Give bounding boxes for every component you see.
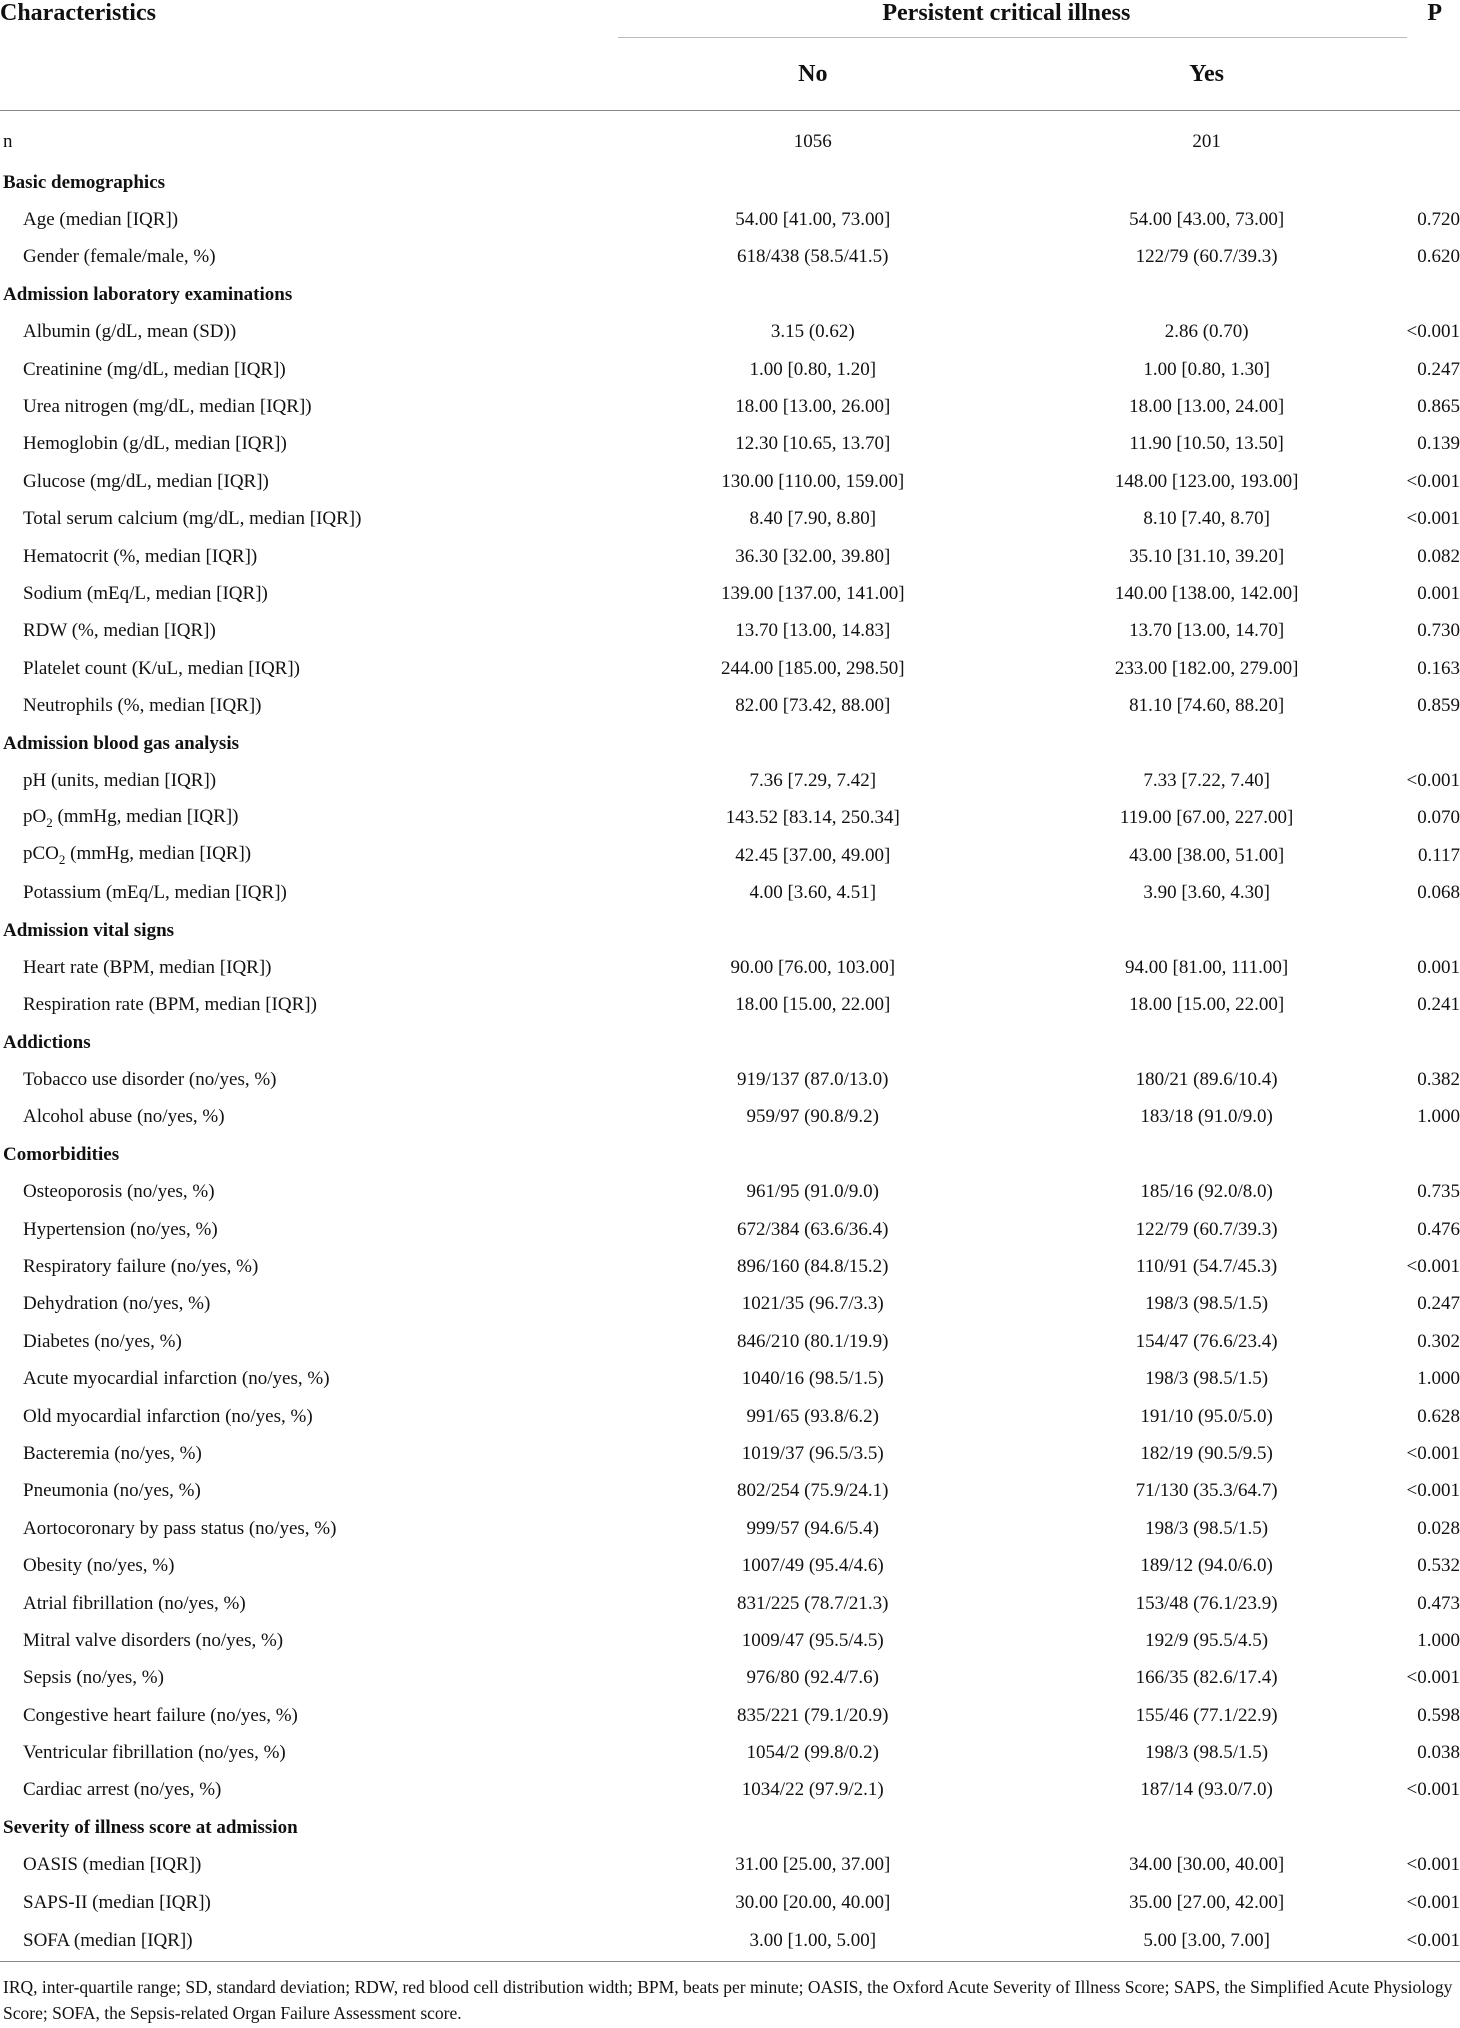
table-row xyxy=(0,1248,1460,1285)
row-label: Heart rate (BPM, median [IQR]) xyxy=(23,956,272,978)
table-footnote: IRQ, inter-quartile range; SD, standard deviation; RDW, red blood cell distribution width; BPM, beats per minute; OASIS, the Oxford Acute Severity of Illness Score; SAPS, the Simplified Acute Physiology Score; SOFA, the Sepsis-related Organ Failure Assessment score. xyxy=(3,1977,1453,2023)
row-label: Sepsis (no/yes, %) xyxy=(23,1667,164,1689)
table-row xyxy=(0,1660,1460,1697)
cell-yes: 233.00 [182.00, 279.00] xyxy=(1114,657,1299,679)
cell-p-value: 0.001 xyxy=(1417,956,1460,978)
cell-p-value: <0.001 xyxy=(1406,1779,1460,1801)
cell-yes: 110/91 (54.7/45.3) xyxy=(1136,1256,1278,1278)
cell-p-value: 0.382 xyxy=(1417,1069,1460,1091)
cell-yes: 34.00 [30.00, 40.00] xyxy=(1129,1854,1285,1876)
row-label: Acute myocardial infarction (no/yes, %) xyxy=(23,1368,330,1390)
section-header-row xyxy=(0,912,1460,949)
table-row xyxy=(0,1323,1460,1360)
cell-p-value: 0.247 xyxy=(1417,1293,1460,1315)
cell-no: 3.00 [1.00, 5.00] xyxy=(612,1921,1013,1962)
row-label: Pneumonia (no/yes, %) xyxy=(23,1480,201,1502)
cell-no: 1034/22 (97.9/2.1) xyxy=(741,1779,884,1801)
row-label: Albumin (g/dL, mean (SD)) xyxy=(23,321,237,343)
cell-yes: 18.00 [13.00, 24.00] xyxy=(1129,396,1285,418)
cell-p-value: 0.628 xyxy=(1417,1405,1460,1427)
cell-no: 1.00 [0.80, 1.20] xyxy=(749,358,877,380)
table-row xyxy=(0,650,1460,687)
column-header-characteristics: Characteristics xyxy=(0,0,156,26)
cell-p-value: 0.598 xyxy=(1417,1704,1460,1726)
cell-p-value: <0.001 xyxy=(1406,508,1460,530)
cell-no: 42.45 [37.00, 49.00] xyxy=(735,844,891,866)
cell-p-value: 0.620 xyxy=(1417,246,1460,268)
cell-no: 130.00 [110.00, 159.00] xyxy=(721,470,905,492)
row-label: pH (units, median [IQR]) xyxy=(23,769,217,791)
row-label: Sodium (mEq/L, median [IQR]) xyxy=(23,582,268,604)
table-row xyxy=(0,1398,1460,1435)
row-label: Neutrophils (%, median [IQR]) xyxy=(23,695,262,717)
cell-yes: 54.00 [43.00, 73.00] xyxy=(1129,209,1285,231)
cell-no: 1021/35 (96.7/3.3) xyxy=(741,1293,884,1315)
cell-no: 919/137 (87.0/13.0) xyxy=(737,1069,889,1091)
cell-no: 244.00 [185.00, 298.50] xyxy=(720,657,905,679)
cell-yes: 43.00 [38.00, 51.00] xyxy=(1129,844,1285,866)
cell-p-value: 0.859 xyxy=(1417,695,1460,717)
cell-no: 1040/16 (98.5/1.5) xyxy=(741,1368,884,1390)
row-label-subscript: 2 xyxy=(46,814,53,830)
cell-no: 999/57 (94.6/5.4) xyxy=(746,1517,880,1539)
cell-yes: 11.90 [10.50, 13.50] xyxy=(1129,433,1284,455)
cell-no: 54.00 [41.00, 73.00] xyxy=(735,209,891,231)
cell-p-value: <0.001 xyxy=(1406,1480,1460,1502)
cell-yes: 3.90 [3.60, 4.30] xyxy=(1143,882,1270,904)
cell-p-value: 0.028 xyxy=(1417,1517,1460,1539)
section-title: Admission laboratory examinations xyxy=(3,283,293,305)
column-header-p: P xyxy=(1427,0,1442,26)
cell-yes: 198/3 (98.5/1.5) xyxy=(1145,1293,1269,1315)
table-row xyxy=(0,201,1460,238)
table-subheader-row xyxy=(0,38,1460,111)
section-title: Admission blood gas analysis xyxy=(3,732,239,754)
table-row xyxy=(0,1884,1460,1921)
section-header-row xyxy=(0,1136,1460,1173)
cell-no: 959/97 (90.8/9.2) xyxy=(746,1106,880,1128)
table-row xyxy=(0,1772,1460,1809)
section-header-row xyxy=(0,164,1460,201)
column-header-no: No xyxy=(798,60,828,87)
cell-yes: 192/9 (95.5/4.5) xyxy=(1145,1629,1269,1651)
table-row xyxy=(0,1099,1460,1136)
cell-yes: 71/130 (35.3/64.7) xyxy=(1135,1480,1278,1502)
table-row xyxy=(0,1697,1460,1734)
row-label: Mitral valve disorders (no/yes, %) xyxy=(23,1629,284,1651)
row-label: Dehydration (no/yes, %) xyxy=(23,1293,211,1315)
cell-yes: 7.33 [7.22, 7.40] xyxy=(1143,769,1270,791)
row-label: Glucose (mg/dL, median [IQR]) xyxy=(23,470,269,492)
table-row xyxy=(0,1061,1460,1098)
row-label: Hematocrit (%, median [IQR]) xyxy=(23,545,258,567)
cell-yes: 148.00 [123.00, 193.00] xyxy=(1114,470,1299,492)
cell-yes: 140.00 [138.00, 142.00] xyxy=(1114,582,1299,604)
table-row xyxy=(0,575,1460,612)
cell-yes: 198/3 (98.5/1.5) xyxy=(1145,1368,1269,1390)
row-label: Respiration rate (BPM, median [IQR]) xyxy=(23,994,317,1016)
table-row xyxy=(0,351,1460,388)
row-label: Urea nitrogen (mg/dL, median [IQR]) xyxy=(23,396,312,418)
cell-no: 18.00 [15.00, 22.00] xyxy=(735,994,891,1016)
row-label: Hypertension (no/yes, %) xyxy=(23,1218,218,1240)
table-row xyxy=(0,426,1460,463)
table-row xyxy=(0,1847,1460,1884)
row-label-prefix: pCO xyxy=(23,843,59,865)
cell-yes: 18.00 [15.00, 22.00] xyxy=(1129,994,1285,1016)
cell-no: 831/225 (78.7/21.3) xyxy=(737,1592,889,1614)
cell-no: 3.15 (0.62) xyxy=(770,321,855,343)
cell-p-value: 0.082 xyxy=(1417,545,1460,567)
row-label-subscript: 2 xyxy=(58,852,66,868)
cell-no: 90.00 [76.00, 103.00] xyxy=(730,956,896,978)
table-row xyxy=(0,800,1460,837)
table-row xyxy=(0,1211,1460,1248)
cell-p-value: <0.001 xyxy=(1406,1256,1460,1278)
cell-no: 30.00 [20.00, 40.00] xyxy=(735,1891,891,1913)
cell-yes: 8.10 [7.40, 8.70] xyxy=(1143,508,1270,530)
cell-yes: 166/35 (82.6/17.4) xyxy=(1135,1667,1278,1689)
row-label-suffix: (mmHg, median [IQR]) xyxy=(52,805,239,827)
cell-p-value: 0.068 xyxy=(1417,882,1460,904)
table-row xyxy=(0,463,1460,500)
table-row xyxy=(0,501,1460,538)
table-row xyxy=(0,1435,1460,1472)
cell-yes: 198/3 (98.5/1.5) xyxy=(1145,1742,1269,1764)
cell-p-value: 1.000 xyxy=(1417,1629,1460,1651)
table-row xyxy=(0,613,1460,650)
section-title: Admission vital signs xyxy=(3,919,175,941)
cell-p-value: <0.001 xyxy=(1406,769,1460,791)
cell-no: 18.00 [13.00, 26.00] xyxy=(735,396,891,418)
cell-no: 31.00 [25.00, 37.00] xyxy=(735,1854,891,1876)
row-label: Alcohol abuse (no/yes, %) xyxy=(23,1106,225,1128)
table-row xyxy=(0,687,1460,724)
row-label: Congestive heart failure (no/yes, %) xyxy=(23,1704,298,1726)
row-label: Hemoglobin (g/dL, median [IQR]) xyxy=(23,433,287,455)
table-row xyxy=(0,239,1460,276)
cell-yes: 2.86 (0.70) xyxy=(1164,321,1249,343)
row-label: Age (median [IQR]) xyxy=(23,209,179,231)
table-row xyxy=(0,388,1460,425)
row-label: Bacteremia (no/yes, %) xyxy=(23,1442,202,1464)
cell-no: 618/438 (58.5/41.5) xyxy=(737,246,889,268)
cell-yes: 183/18 (91.0/9.0) xyxy=(1140,1106,1273,1128)
row-label: SOFA (median [IQR]) xyxy=(0,1921,612,1962)
cell-yes: 189/12 (94.0/6.0) xyxy=(1140,1555,1273,1577)
column-group-persistent-critical-illness xyxy=(612,0,1400,38)
cell-p-value: <0.001 xyxy=(1406,321,1460,343)
section-title: Severity of illness score at admission xyxy=(3,1816,298,1838)
cell-yes: 119.00 [67.00, 227.00] xyxy=(1119,807,1294,829)
cell-no: 8.40 [7.90, 8.80] xyxy=(749,508,877,530)
cell-yes: 122/79 (60.7/39.3) xyxy=(1135,1218,1278,1240)
row-label xyxy=(0,800,612,837)
row-label: Gender (female/male, %) xyxy=(23,246,216,268)
cell-p-value: <0.001 xyxy=(1406,470,1460,492)
row-label: Total serum calcium (mg/dL, median [IQR]) xyxy=(23,508,362,530)
cell-p-value: 0.476 xyxy=(1417,1218,1460,1240)
cell-p-value: 0.241 xyxy=(1417,994,1460,1016)
row-label: Osteoporosis (no/yes, %) xyxy=(23,1181,215,1203)
cell-no: 846/210 (80.1/19.9) xyxy=(737,1330,889,1352)
cell-no: 36.30 [32.00, 39.80] xyxy=(735,545,891,567)
cell-yes: 122/79 (60.7/39.3) xyxy=(1135,246,1278,268)
row-label: Atrial fibrillation (no/yes, %) xyxy=(23,1592,246,1614)
cell-no: 991/65 (93.8/6.2) xyxy=(746,1405,880,1427)
row-label: Obesity (no/yes, %) xyxy=(23,1555,175,1577)
cell-yes: 201 xyxy=(1192,130,1221,152)
row-label: OASIS (median [IQR]) xyxy=(23,1854,202,1876)
row-label: RDW (%, median [IQR]) xyxy=(23,620,216,642)
group-header-label: Persistent critical illness xyxy=(882,0,1131,26)
cell-p-value: 0.163 xyxy=(1417,657,1460,679)
row-label: Diabetes (no/yes, %) xyxy=(23,1330,182,1352)
table-row xyxy=(0,1361,1460,1398)
cell-p-value: <0.001 xyxy=(1406,1442,1460,1464)
table-row xyxy=(0,987,1460,1024)
cell-no: 143.52 [83.14, 250.34] xyxy=(725,807,900,829)
row-label xyxy=(0,837,612,874)
table-row xyxy=(0,314,1460,351)
section-title: Basic demographics xyxy=(3,171,166,193)
cell-no: 1007/49 (95.4/4.6) xyxy=(741,1555,884,1577)
table-row xyxy=(0,1510,1460,1547)
section-header-row xyxy=(0,1024,1460,1061)
table-row xyxy=(0,1585,1460,1622)
row-label: Ventricular fibrillation (no/yes, %) xyxy=(23,1742,286,1764)
cell-no: 82.00 [73.42, 88.00] xyxy=(735,695,891,717)
table-row xyxy=(0,1174,1460,1211)
cell-p-value: <0.001 xyxy=(1400,1921,1460,1962)
cell-yes: 187/14 (93.0/7.0) xyxy=(1140,1779,1273,1801)
cell-p-value: 0.730 xyxy=(1417,620,1460,642)
cell-p-value: 0.302 xyxy=(1417,1330,1460,1352)
cell-no: 802/254 (75.9/24.1) xyxy=(737,1480,889,1502)
cell-no: 961/95 (91.0/9.0) xyxy=(746,1181,880,1203)
cell-no: 1019/37 (96.5/3.5) xyxy=(741,1442,884,1464)
cell-yes: 153/48 (76.1/23.9) xyxy=(1135,1592,1278,1614)
row-label: Aortocoronary by pass status (no/yes, %) xyxy=(23,1517,337,1539)
cell-yes: 155/46 (77.1/22.9) xyxy=(1135,1704,1278,1726)
cell-yes: 81.10 [74.60, 88.20] xyxy=(1129,695,1285,717)
table-row-n xyxy=(0,111,1460,165)
cell-p-value: 0.117 xyxy=(1417,844,1460,866)
cell-yes: 185/16 (92.0/8.0) xyxy=(1140,1181,1273,1203)
cell-p-value: 0.247 xyxy=(1417,358,1460,380)
section-header-row xyxy=(0,1809,1460,1846)
row-label: Creatinine (mg/dL, median [IQR]) xyxy=(23,358,286,380)
cell-yes: 5.00 [3.00, 7.00] xyxy=(1013,1921,1400,1962)
cell-no: 896/160 (84.8/15.2) xyxy=(737,1256,889,1278)
cell-p-value: 0.735 xyxy=(1417,1181,1460,1203)
table-header-row xyxy=(0,0,1460,38)
table-row xyxy=(0,1622,1460,1659)
cell-no: 12.30 [10.65, 13.70] xyxy=(735,433,891,455)
cell-yes: 180/21 (89.6/10.4) xyxy=(1135,1069,1278,1091)
table-row xyxy=(0,762,1460,799)
cell-no: 7.36 [7.29, 7.42] xyxy=(749,769,877,791)
cell-p-value: 0.001 xyxy=(1417,582,1460,604)
cell-p-value: 0.038 xyxy=(1417,1742,1460,1764)
row-label: Tobacco use disorder (no/yes, %) xyxy=(23,1069,277,1091)
row-label: Cardiac arrest (no/yes, %) xyxy=(23,1779,222,1801)
cell-no: 976/80 (92.4/7.6) xyxy=(746,1667,880,1689)
table-row xyxy=(0,1547,1460,1584)
cell-yes: 154/47 (76.6/23.4) xyxy=(1135,1330,1278,1352)
cell-p-value: 0.473 xyxy=(1417,1592,1460,1614)
cell-p-value: <0.001 xyxy=(1406,1854,1460,1876)
cell-yes: 94.00 [81.00, 111.00] xyxy=(1125,956,1289,978)
cell-p-value: <0.001 xyxy=(1406,1667,1460,1689)
row-label: n xyxy=(3,130,13,152)
table-body xyxy=(0,111,1460,1962)
cell-no: 672/384 (63.6/36.4) xyxy=(737,1218,889,1240)
cell-p-value: 0.865 xyxy=(1417,396,1460,418)
row-label: Potassium (mEq/L, median [IQR]) xyxy=(23,882,287,904)
cell-p-value: 1.000 xyxy=(1417,1368,1460,1390)
section-title: Comorbidities xyxy=(3,1143,120,1165)
cell-yes: 13.70 [13.00, 14.70] xyxy=(1129,620,1285,642)
cell-yes: 182/19 (90.5/9.5) xyxy=(1140,1442,1273,1464)
cell-no: 4.00 [3.60, 4.51] xyxy=(749,882,877,904)
row-label: Respiratory failure (no/yes, %) xyxy=(23,1256,259,1278)
cell-yes: 35.10 [31.10, 39.20] xyxy=(1129,545,1285,567)
table-row xyxy=(0,949,1460,986)
cell-no: 139.00 [137.00, 141.00] xyxy=(720,582,905,604)
table-row xyxy=(0,837,1460,874)
table-row xyxy=(0,1734,1460,1771)
cell-yes: 198/3 (98.5/1.5) xyxy=(1145,1517,1269,1539)
cell-no: 1054/2 (99.8/0.2) xyxy=(746,1742,880,1764)
row-label-prefix: pO xyxy=(23,805,47,827)
column-header-yes: Yes xyxy=(1189,60,1224,87)
table-row xyxy=(0,1286,1460,1323)
section-header-row xyxy=(0,276,1460,313)
cell-no: 1009/47 (95.5/4.5) xyxy=(741,1629,884,1651)
table-row xyxy=(0,1473,1460,1510)
row-label: Platelet count (K/uL, median [IQR]) xyxy=(23,657,301,679)
cell-p-value: <0.001 xyxy=(1406,1891,1460,1913)
cell-no: 835/221 (79.1/20.9) xyxy=(737,1704,889,1726)
row-label: Old myocardial infarction (no/yes, %) xyxy=(23,1405,313,1427)
cell-p-value: 0.139 xyxy=(1417,433,1460,455)
cell-yes: 35.00 [27.00, 42.00] xyxy=(1129,1891,1285,1913)
cell-yes: 1.00 [0.80, 1.30] xyxy=(1143,358,1270,380)
section-title: Addictions xyxy=(3,1031,91,1053)
cell-yes: 191/10 (95.0/5.0) xyxy=(1140,1405,1273,1427)
cell-p-value: 1.000 xyxy=(1417,1106,1460,1128)
cell-no: 13.70 [13.00, 14.83] xyxy=(735,620,891,642)
cell-p-value: 0.720 xyxy=(1417,209,1460,231)
cell-p-value: 0.070 xyxy=(1417,807,1460,829)
row-label-suffix: (mmHg, median [IQR]) xyxy=(65,843,252,865)
cell-p-value: 0.532 xyxy=(1417,1555,1460,1577)
table-row xyxy=(0,1921,1460,1962)
table-row xyxy=(0,874,1460,911)
row-label: SAPS-II (median [IQR]) xyxy=(23,1891,211,1913)
section-header-row xyxy=(0,725,1460,762)
table-row xyxy=(0,538,1460,575)
cell-no: 1056 xyxy=(793,130,832,152)
